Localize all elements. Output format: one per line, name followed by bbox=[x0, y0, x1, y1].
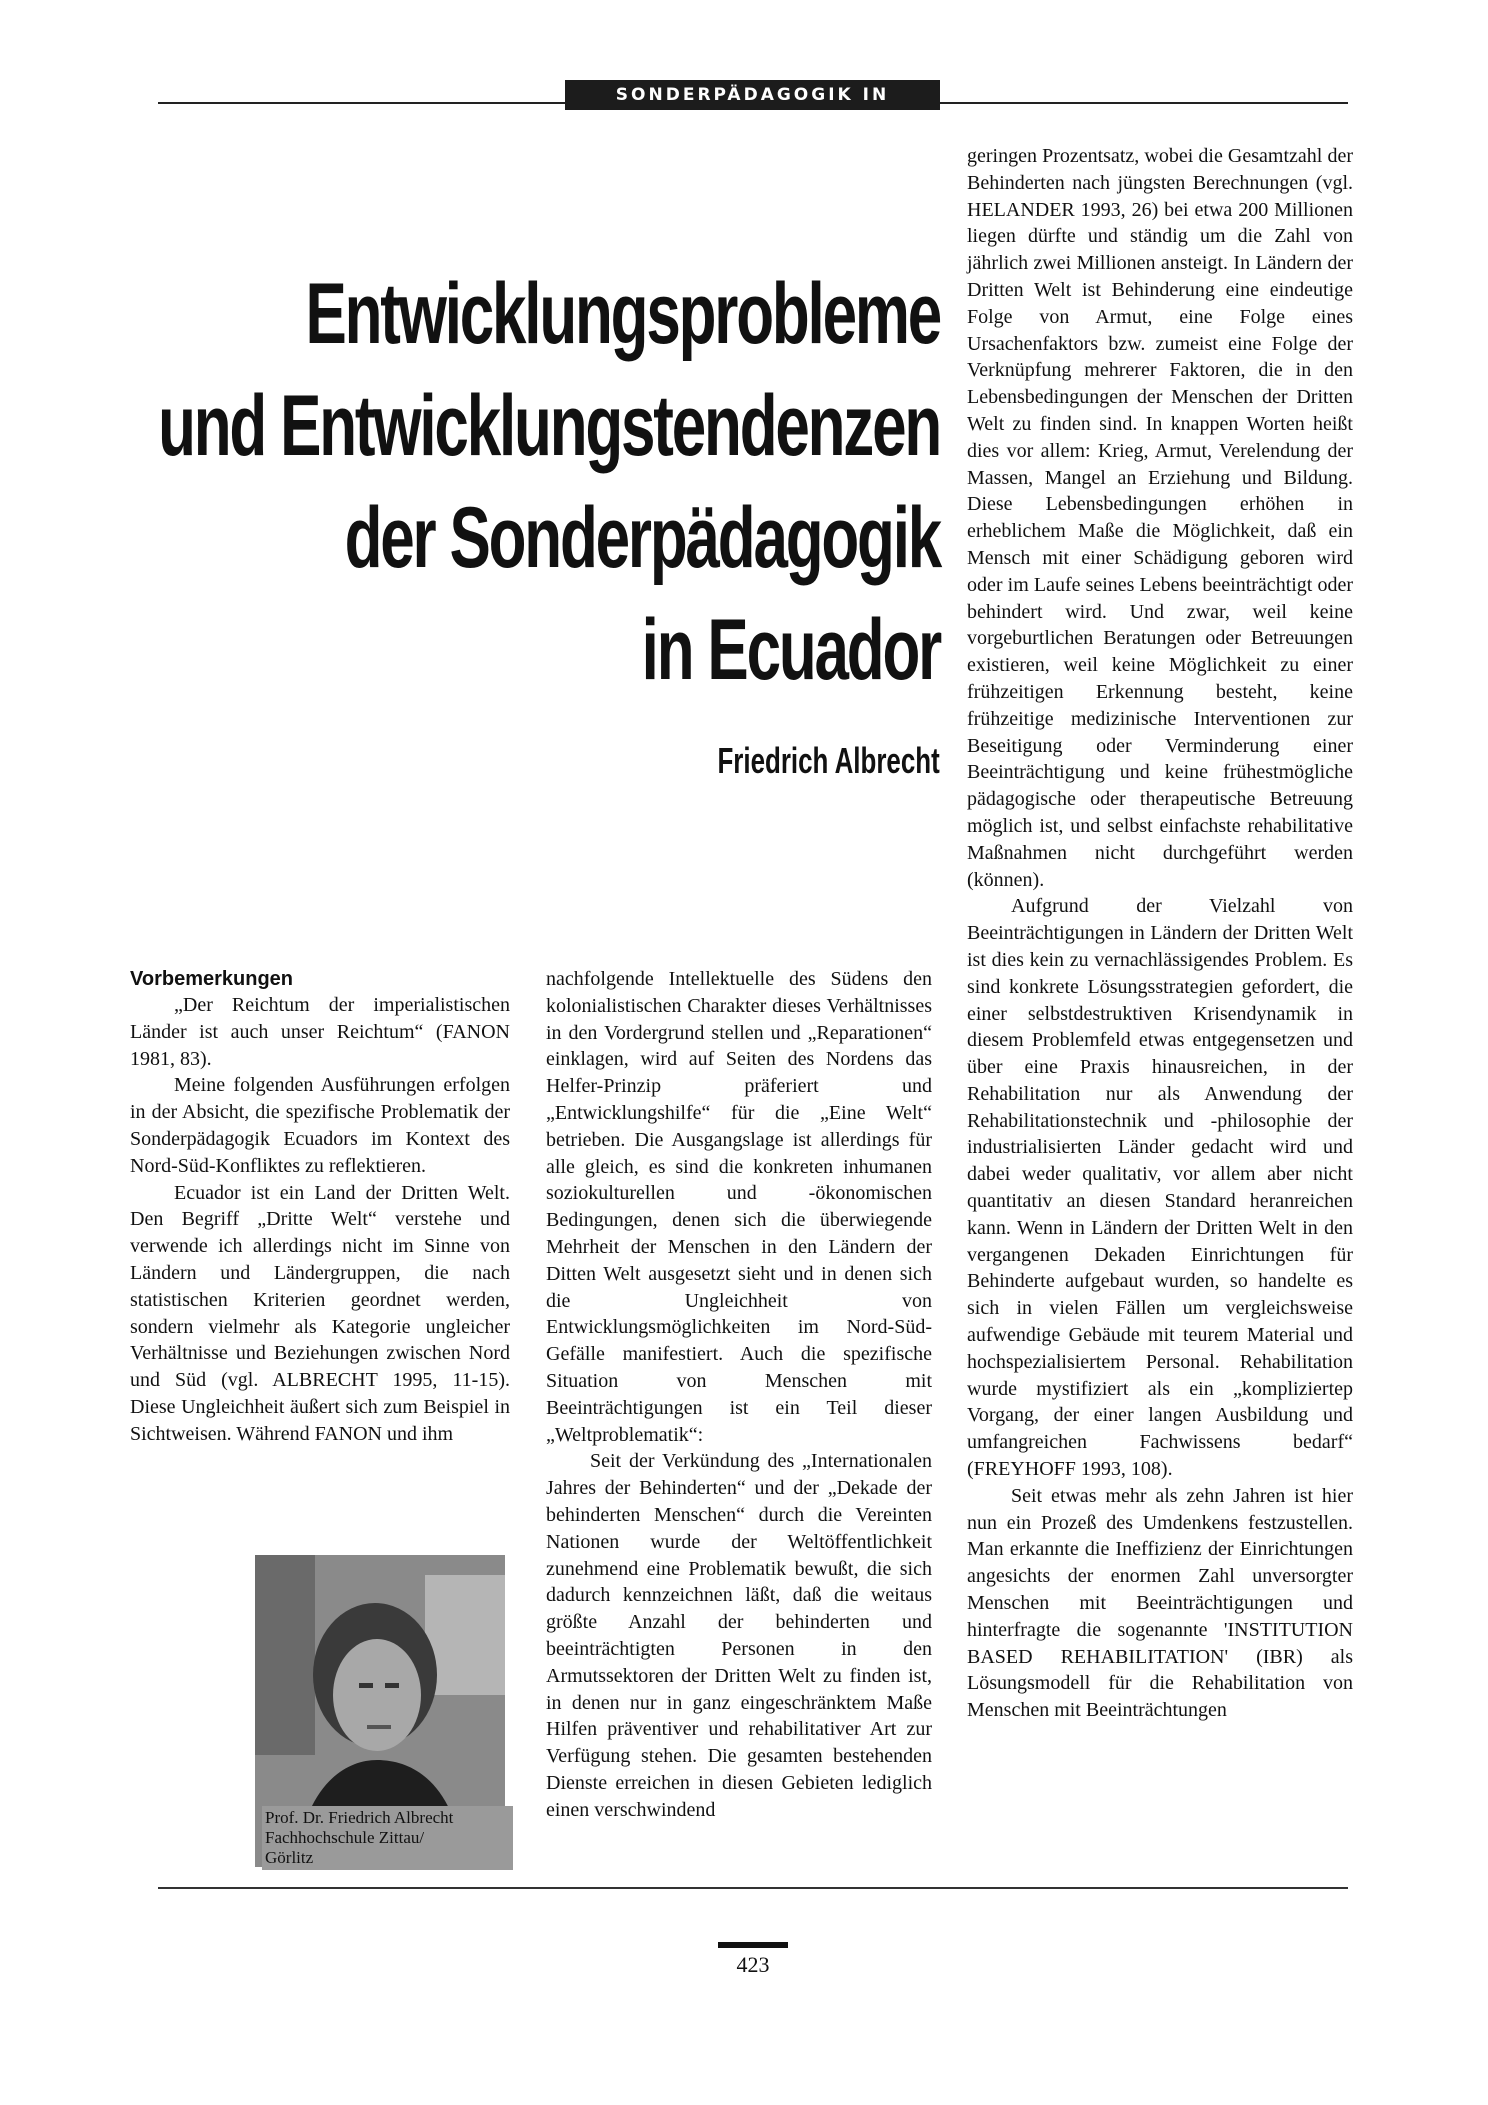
section-heading: Vorbemerkungen bbox=[130, 968, 293, 990]
footer-rule bbox=[158, 1887, 1348, 1889]
paragraph: nachfolgende Intellektuelle des Südens den kolonialistischen Charakter dieses Verhältnisses in den Vordergrund stellen und „Reparationen“ einklagen, wird auf Seiten des Nordens das Helfer-Prinzip präferiert und „Entwicklungshilfe“ für die „Eine Welt“ betrieben. Die Ausgangslage ist allerdings für alle gleich, es sind die konkreten inhumanen soziokulturellen und -ökonomischen Bedingungen, denen sich die überwiegende Mehrheit der Menschen in den Ländern der Ditten Welt ausgesetzt sieht und in denen sich die Ungleichheit von Entwicklungsmöglichkeiten im Nord-Süd-Gefälle manifestiert. Auch die spezifische Situation von Menschen mit Beeinträchtigungen ist ein Teil dieser „Weltproblematik“: bbox=[546, 968, 932, 1446]
title-line-4: in Ecuador bbox=[641, 602, 940, 698]
page-number-bar bbox=[718, 1942, 788, 1948]
caption-line: Görlitz bbox=[265, 1848, 314, 1867]
paragraph: Seit etwas mehr als zehn Jahren ist hier nun ein Prozeß des Umdenkens festzustellen. Man erkannte die Ineffizienz der Einrichtungen angesichts der enormen Zahl unversorgter Menschen mit Beeinträchtigungen und hinterfragte die sogenannte 'INSTITUTION BASED REHABILITATION' (IBR) als Lösungsmodell für die Rehabilitation von Menschen mit Beeinträchtungen bbox=[967, 1484, 1353, 1722]
paragraph: Aufgrund der Vielzahl von Beeinträchtigungen in Ländern der Dritten Welt ist dies kein zu vernachlässigendes Problem. Es sind konkrete Lösungsstrategien gefordert, die einer selbstdestruktiven Krisendynamik in diesem Problemfeld etwas entgegensetzen und über eine Praxis hinausreichen, in der Rehabilitation nur als Anwendung der Rehabilitationstechnik und -philosophie der industrialisierten Länder gedacht wird und dabei weder qualitativ, vor allem aber nicht quantitativ an diesen Standard heranreichen kann. Wenn in Ländern der Dritten Welt in den vergangenen Dekaden Einrichtungen für Behinderte aufgebaut wurden, so handelte es sich in vielen Fällen um vergleichsweise aufwendige Gebäude mit teurem Material und hochspezialisiertem Personal. Rehabilitation wurde mystifiziert als ein „kompliziertер Vorgang, der einer langen Ausbildung und umfangreichen Fachwissens bedarf“ (FREYHOFF 1993, 108). bbox=[967, 895, 1353, 1481]
paragraph: geringen Prozentsatz, wobei die Gesamtzahl der Behinderten nach jüngsten Berechnungen (vgl. HELANDER 1993, 26) bei etwa 200 Millionen liegen dürfte und ständig um die Zahl von jährlich zwei Millionen ansteigt. In Ländern der Dritten Welt ist Behinderung eine eindeutige Folge von Armut, eine Folge eines Ursachenfaktors bzw. zumeist eine Folge der Verknüpfung mehrerer Faktoren, die in den Lebensbedingungen der Menschen der Dritten Welt zu finden sind. In knappen Worten heißt dies vor allem: Krieg, Armut, Verelendung der Massen, Mangel an Erziehung und Bildung. Diese Lebensbedingungen erhöhen in erheblichem Maße die Möglichkeit, daß ein Mensch mit einer Schädigung geboren wird oder im Laufe seines Lebens beeinträchtigt oder behindert wird. Und zwar, weil keine vorgeburtlichen Beratungen oder Betreuungen existieren, weil keine Möglichkeit zu einer frühzeitigen Erkennung besteht, keine frühzeitige medizinische Interventionen zur Beseitigung oder Verminderung einer Beeinträchtigung und keine frühestmögliche pädagogische oder therapeutische Betreuung möglich ist, und selbst einfachste rehabilitative Maßnahmen nicht durchgeführt werden (können). bbox=[967, 145, 1353, 891]
article-title bbox=[0, 258, 940, 706]
text-column-3 bbox=[967, 143, 1353, 1724]
photo-caption bbox=[262, 1806, 513, 1870]
title-line-3: der Sonderpädagogik bbox=[344, 490, 940, 586]
text-column-1 bbox=[130, 966, 510, 1448]
caption-line: Prof. Dr. Friedrich Albrecht bbox=[265, 1808, 454, 1827]
running-head: SONDERPÄDAGOGIK IN ECUADOR bbox=[565, 80, 940, 110]
paragraph: Seit der Verkündung des „Internationalen Jahres der Behinderten“ und der „Dekade der behinderten Menschen“ durch die Vereinten Nationen wurde der Weltöffentlichkeit zunehmend eine Problematik bewußt, die sich dadurch kennzeichnen läßt, daß die weitaus größte Anzahl der behinderten und beeinträchtigten Personen in den Armutssektoren der Dritten Welt zu finden ist, in denen nur in ganz eingeschränktem Maße Hilfen präventiver und rehabilitativer Art zur Verfügung stehen. Die gesamten bestehenden Dienste erreichen in diesen Gebieten lediglich einen verschwindend bbox=[546, 1450, 932, 1821]
text-column-2 bbox=[546, 966, 932, 1824]
page-number: 423 bbox=[736, 1952, 770, 1977]
caption-line: Fachhochschule Zittau/ bbox=[265, 1828, 425, 1847]
title-line-1: Entwicklungsprobleme bbox=[305, 266, 941, 362]
paragraph: Meine folgenden Ausführungen erfolgen in der Absicht, die spezifische Problematik der Sonderpädagogik Ecuadors im Kontext des Nord-Süd-Konfliktes zu reflektieren. bbox=[130, 1074, 510, 1177]
paragraph: Ecuador ist ein Land der Dritten Welt. Den Begriff „Dritte Welt“ verstehe und verwende ich allerdings nicht im Sinne von Ländern und Ländergruppen, die nach statistischen Kriterien geordnet werden, sondern vielmehr als Kategorie ungleicher Verhältnisse und Beziehungen zwischen Nord und Süd (vgl. ALBRECHT 1995, 11-15). Diese Ungleichheit äußert sich zum Beispiel in Sichtweisen. Während FANON und ihm bbox=[130, 1181, 510, 1445]
author-name: Friedrich Albrecht bbox=[717, 740, 940, 781]
title-line-2: und Entwicklungstendenzen bbox=[158, 378, 940, 474]
paragraph: „Der Reichtum der imperialistischen Länder ist auch unser Reichtum“ (FANON 1981, 83). bbox=[130, 994, 510, 1070]
